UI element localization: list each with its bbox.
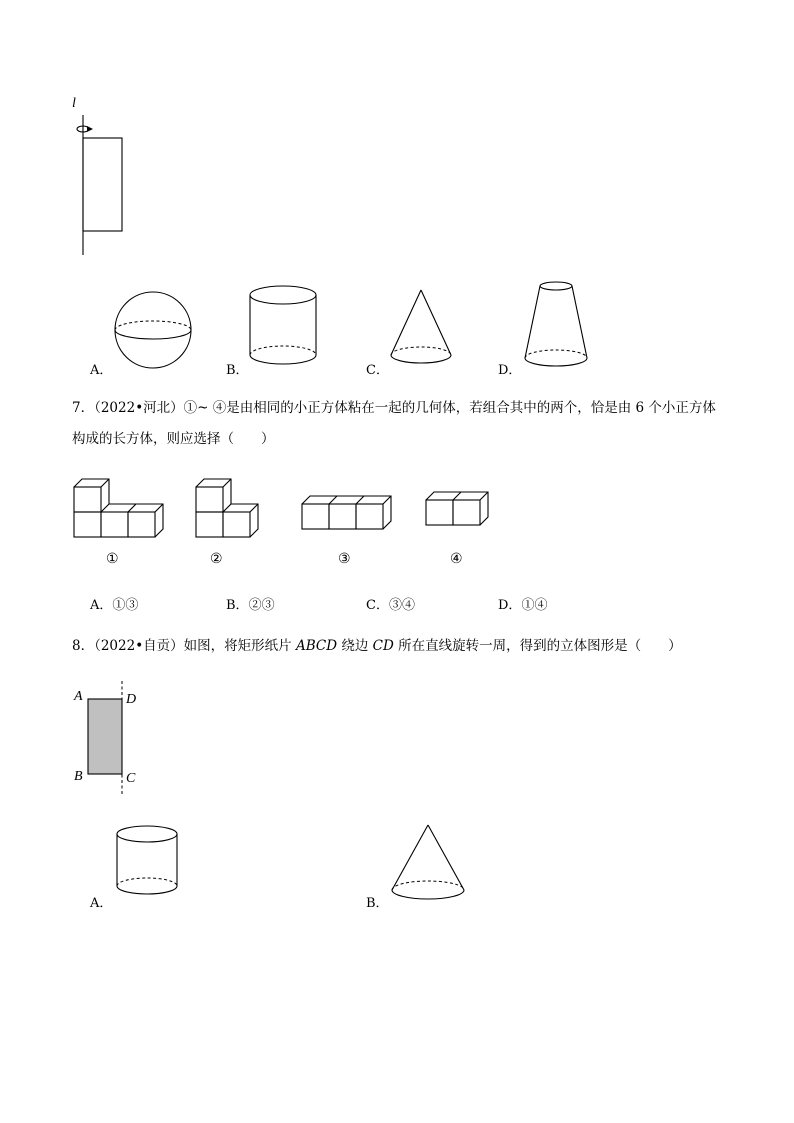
vertex-c-label: C (126, 771, 136, 786)
cylinder-icon[interactable] (245, 283, 325, 373)
vertex-d-label: D (126, 692, 137, 707)
axis-label-l: l (72, 96, 76, 111)
q6-option-b-label[interactable]: B． (226, 363, 249, 378)
cube-figure-1 (72, 476, 182, 546)
q6-option-a-label[interactable]: A． (90, 363, 113, 378)
cone-icon[interactable] (385, 285, 465, 375)
q7-text-line1: 7．（2022•河北）①~ ④是由相同的小正方体粘在一起的几何体，若组合其中的两个，恰是由 6 个小正方体 (72, 400, 716, 416)
cube-figure-3 (300, 493, 410, 543)
cylinder-icon[interactable] (112, 823, 192, 913)
cube-figure-4 (424, 489, 504, 539)
rotation-diagram (60, 100, 140, 270)
q8-option-a-label[interactable]: A． (90, 896, 113, 911)
q7-option-c[interactable]: C．③④ (366, 598, 415, 613)
q8-text: 8．（2022•自贡）如图，将矩形纸片 ABCD 绕边 CD 所在直线旋转一周，得到的立体图形是（ ） (72, 638, 682, 654)
q7-option-d[interactable]: D．①④ (498, 598, 548, 613)
rotated-rectangle (83, 138, 122, 231)
q7-option-a[interactable]: A．①③ (90, 598, 139, 613)
shaded-rectangle (88, 699, 122, 774)
q7-option-b[interactable]: B．②③ (226, 598, 275, 613)
figure-label-1: ① (106, 551, 119, 567)
cone-icon[interactable] (386, 820, 476, 910)
frustum-icon[interactable] (520, 280, 600, 370)
figure-label-2: ② (210, 551, 223, 567)
q8-option-b-label[interactable]: B． (366, 896, 389, 911)
vertex-a-label: A (74, 689, 83, 704)
figure-label-3: ③ (338, 551, 351, 567)
q7-text-line2: 构成的长方体，则应选择（ ） (72, 431, 275, 447)
cube-figure-2 (194, 476, 274, 546)
q6-option-d-label[interactable]: D． (498, 363, 522, 378)
vertex-b-label: B (74, 769, 83, 784)
sphere-icon[interactable] (110, 285, 200, 375)
rotation-arrowhead-icon (87, 126, 93, 132)
q6-option-c-label[interactable]: C． (366, 363, 389, 378)
figure-label-4: ④ (450, 551, 463, 567)
